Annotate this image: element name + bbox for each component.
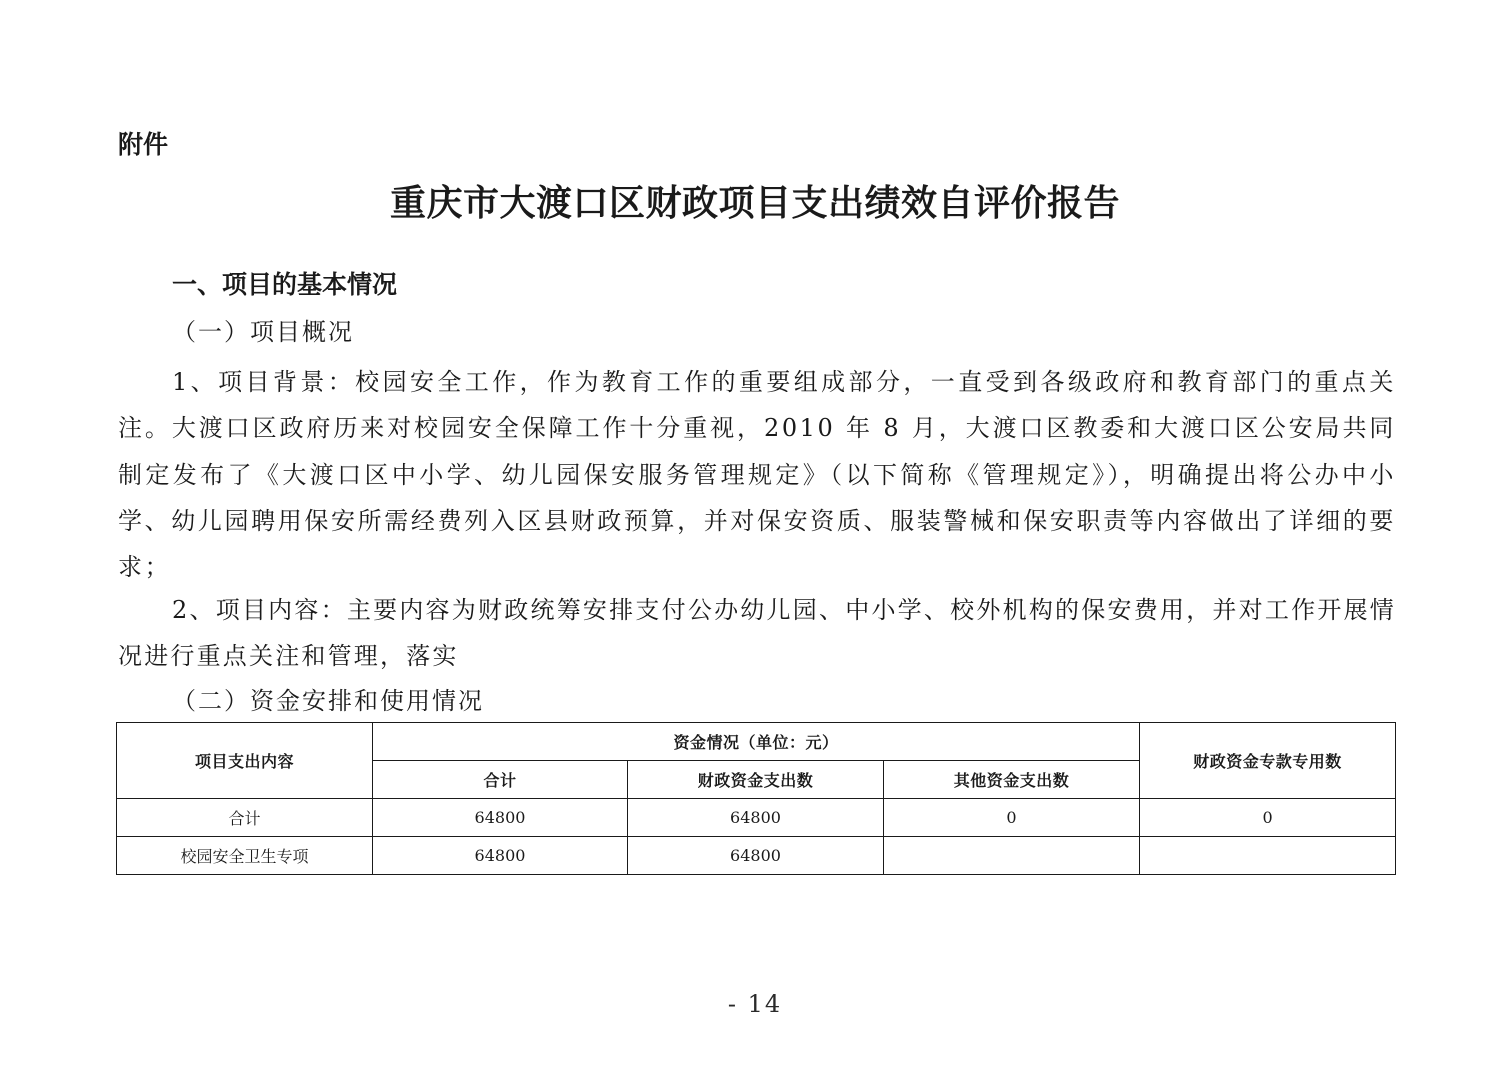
- funds-table: [116, 722, 1396, 875]
- page-number: - 14: [727, 990, 783, 1018]
- table-row: [117, 837, 1396, 875]
- header-total: 合计: [373, 761, 628, 799]
- header-other: 其他资金支出数: [884, 761, 1140, 799]
- section-heading-basic-info: 一、项目的基本情况: [172, 270, 398, 299]
- report-title: 重庆市大渡口区财政项目支出绩效自评价报告: [389, 182, 1120, 224]
- subsection-heading-funds: （二）资金安排和使用情况: [172, 687, 484, 715]
- paragraph-project-background: 1、项目背景：校园安全工作，作为教育工作的重要组成部分，一直受到各级政府和教育部门的重点关注。大渡口区政府历来对校园安全保障工作十分重视，2010 年 8 月，大渡口区教委和大渡口区公安局共同制定发布了《大渡口区中小学、幼儿园保安服务管理规定》（以下简称《管理规定》），明确提出将公办中小学、幼儿园聘用保安所需经费列入区县财政预算，并对保安资质、服装警械和保安职责等内容做出了详细的要求；: [118, 368, 1396, 582]
- cell-item: 合计: [117, 799, 373, 837]
- header-item: 项目支出内容: [117, 723, 373, 799]
- cell-fiscal: 64800: [628, 837, 884, 875]
- header-special: 财政资金专款专用数: [1140, 723, 1396, 799]
- attachment-label: 附件: [118, 130, 169, 159]
- header-fiscal: 财政资金支出数: [628, 761, 884, 799]
- table-header-row: [117, 723, 1396, 761]
- paragraph-project-content: 2、项目内容：主要内容为财政统筹安排支付公办幼儿园、中小学、校外机构的保安费用，并对工作开展情况进行重点关注和管理，落实: [118, 596, 1396, 671]
- cell-special: [1140, 837, 1396, 875]
- table-row: [117, 799, 1396, 837]
- cell-special: 0: [1140, 799, 1396, 837]
- cell-other: 0: [884, 799, 1140, 837]
- cell-total: 64800: [373, 799, 628, 837]
- cell-fiscal: 64800: [628, 799, 884, 837]
- cell-total: 64800: [373, 837, 628, 875]
- header-funds-group: 资金情况（单位：元）: [373, 723, 1140, 761]
- cell-item: 校园安全卫生专项: [117, 837, 373, 875]
- subsection-heading-overview: （一）项目概况: [172, 318, 354, 346]
- cell-other: [884, 837, 1140, 875]
